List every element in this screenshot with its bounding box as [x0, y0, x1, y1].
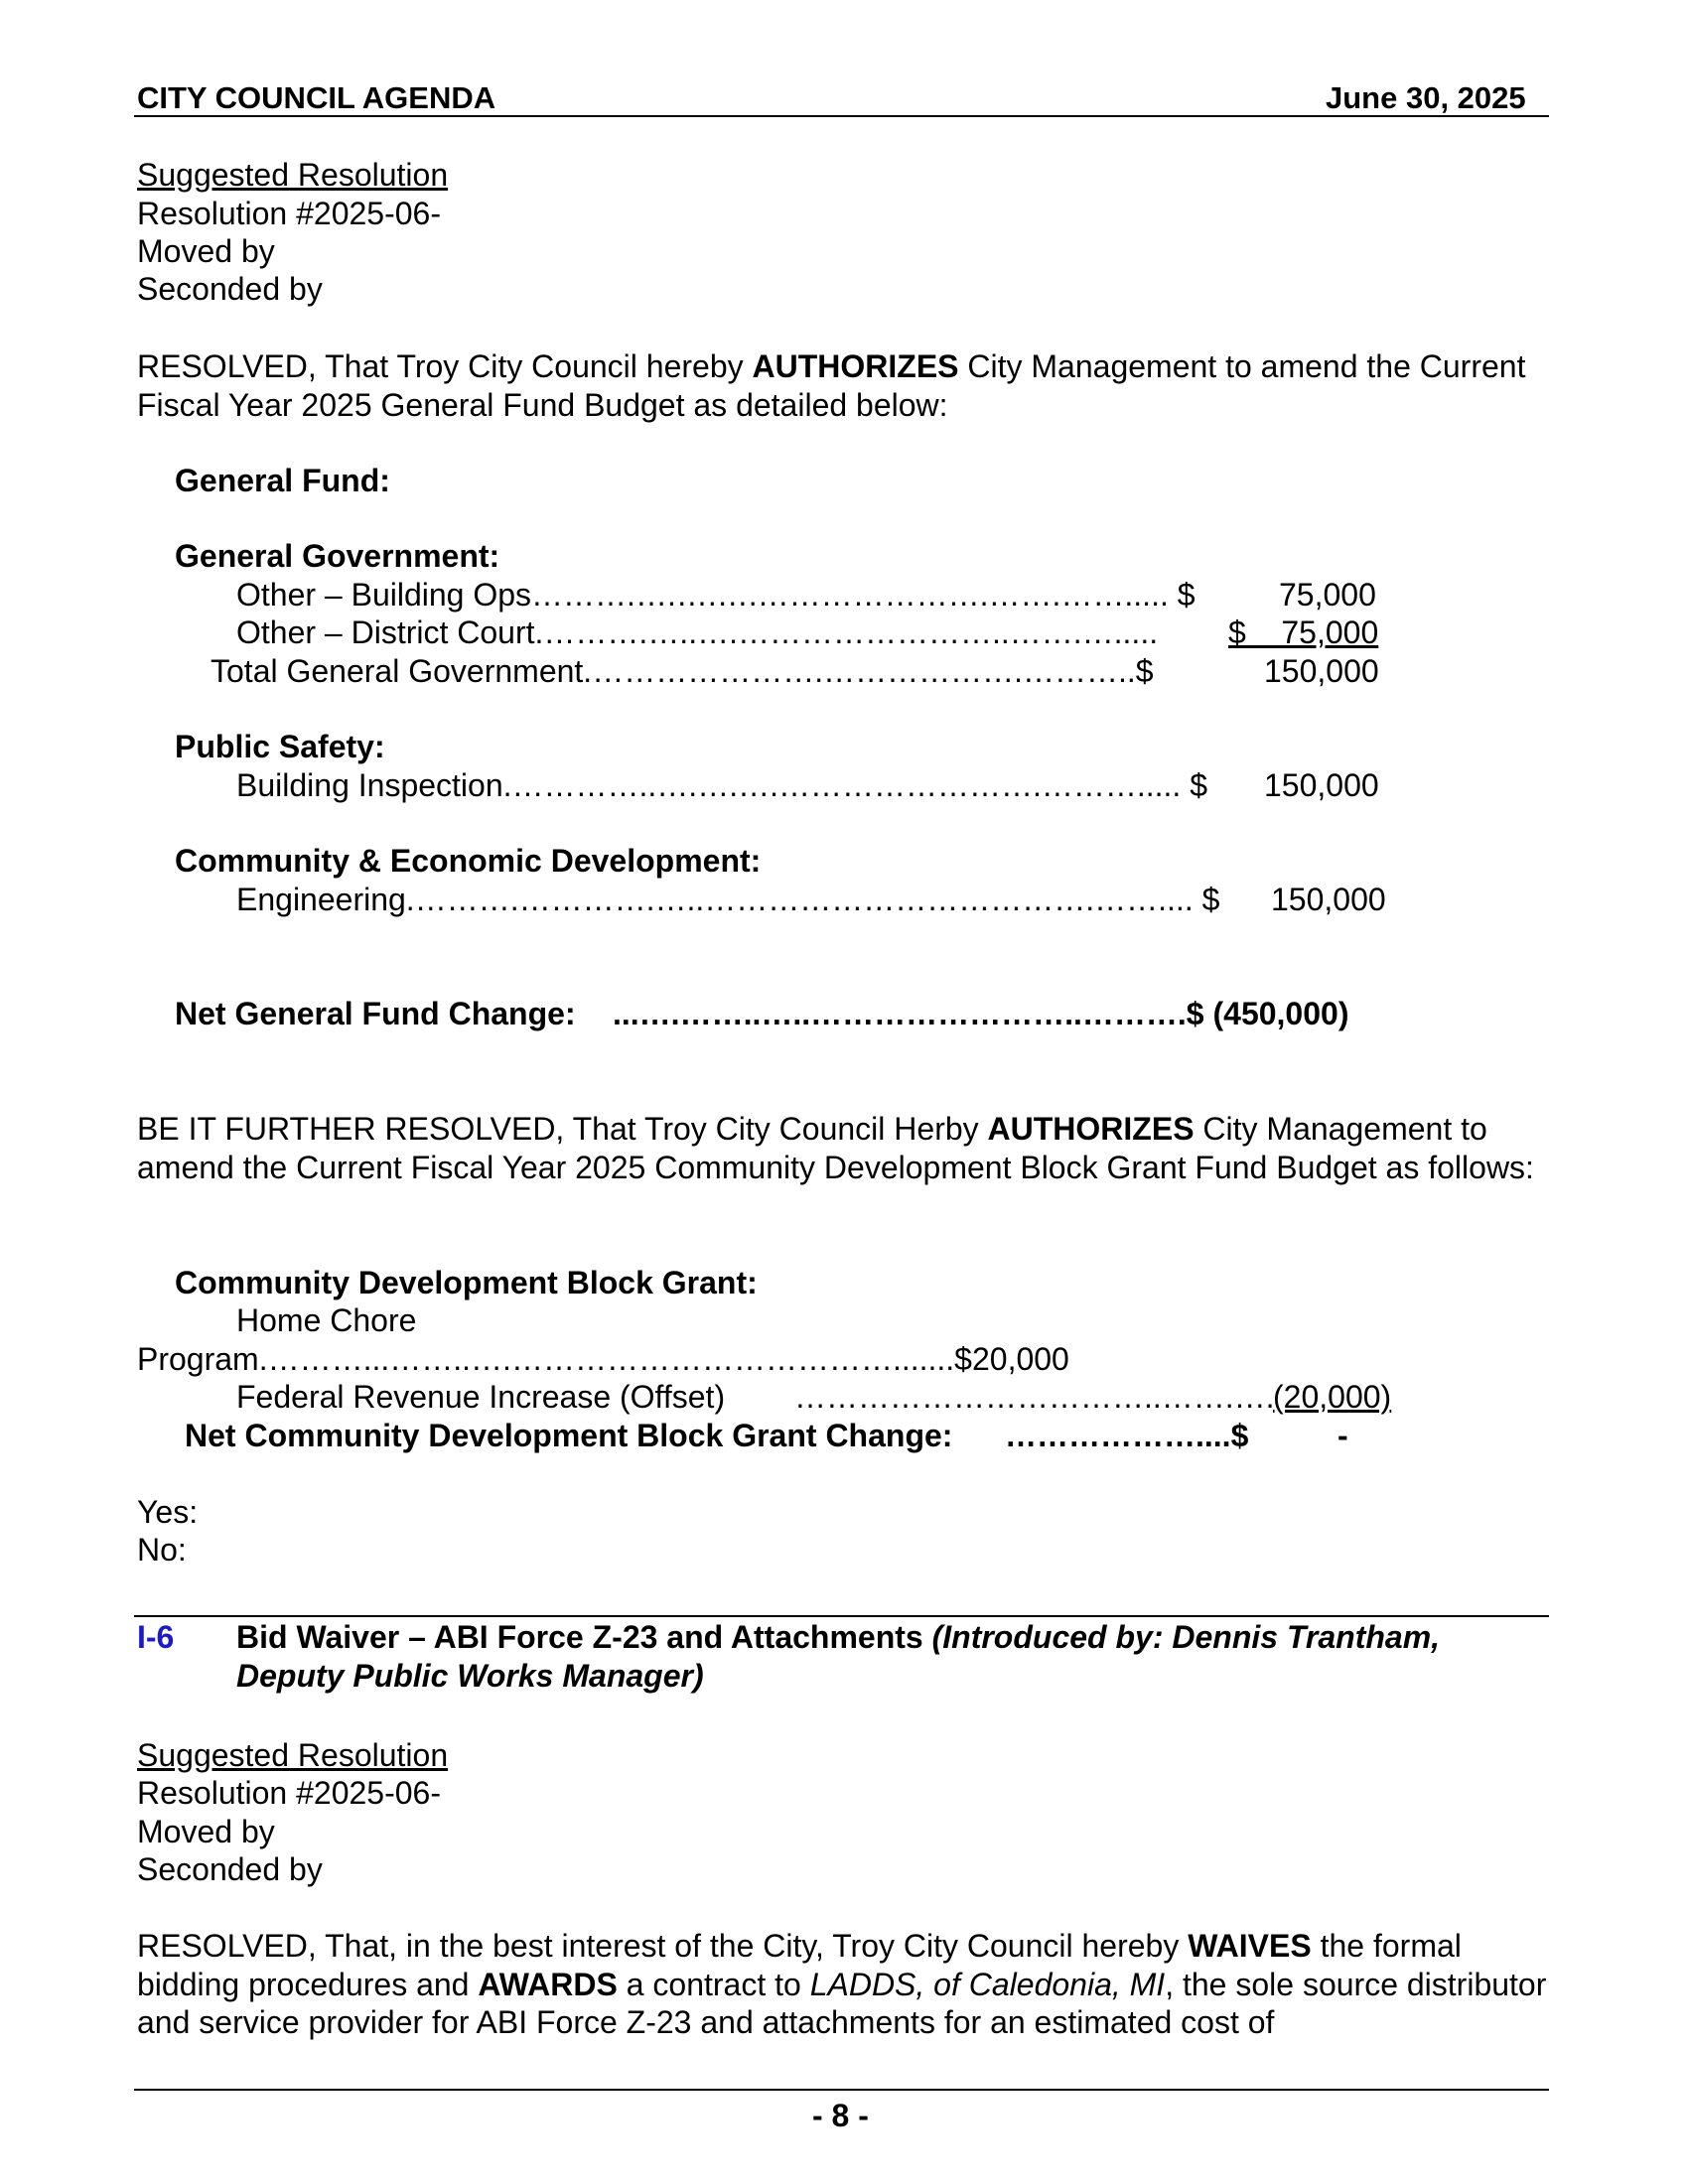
header-rule — [134, 115, 1549, 117]
federal-revenue-amount: (20,000) — [1273, 1379, 1392, 1415]
net-cdbg-label: Net Community Development Block Grant Change: — [185, 1418, 953, 1453]
suggested-resolution-heading: Suggested Resolution — [137, 157, 449, 193]
engineering-line: Engineering.……….………….…..……………………………….…….... $ — [236, 882, 1220, 917]
program-line: Program.………...……..….……………………………….......$20,000 — [137, 1341, 1069, 1377]
district-court-amount: $ 75,000 — [1228, 614, 1379, 650]
district-court-line: Other – District Court.……….…..….……………………..…….…..... — [236, 614, 1159, 650]
home-chore-line: Home Chore — [236, 1302, 417, 1338]
building-inspection-line: Building Inspection.…………..….….….…………………….………..... $ — [236, 767, 1207, 803]
federal-revenue-line: Federal Revenue Increase (Offset) — [236, 1379, 726, 1415]
resolution-number: Resolution #2025-06- — [137, 196, 441, 231]
resolution-text-2: RESOLVED, That, in the best interest of the City, Troy City Council hereby WAIVES the formal bidding procedures and AWARDS a contract to LADDS, of Caledonia, MI, the sole source distributor and service provider for ABI Force Z-23 and attachments for an estimated cost of — [137, 1928, 1547, 2040]
total-general-government-line: Total General Government.………………….……………….………..$ — [211, 653, 1154, 689]
agenda-date: June 30, 2025 — [1326, 80, 1526, 115]
cdbg-heading: Community Development Block Grant: — [175, 1265, 758, 1300]
engineering-amount: 150,000 — [1271, 882, 1386, 917]
building-ops-line: Other – Building Ops……….….….….………………….…….……..... $ — [236, 577, 1196, 613]
suggested-resolution-heading-2: Suggested Resolution — [137, 1737, 449, 1773]
general-fund-heading: General Fund: — [175, 463, 390, 498]
resolution-text: RESOLVED, That Troy City Council hereby AUTHORIZES City Management to amend the Current Fiscal Year 2025 General Fund Budget as detailed below: — [137, 348, 1526, 423]
moved-by: Moved by — [137, 233, 275, 269]
general-government-heading: General Government: — [175, 538, 500, 574]
page-number: - 8 - — [812, 2098, 869, 2133]
building-inspection-amount: 150,000 — [1264, 767, 1379, 803]
agenda-title: CITY COUNCIL AGENDA — [137, 80, 496, 115]
further-resolved-text: BE IT FURTHER RESOLVED, That Troy City Council Herby AUTHORIZES City Management to amend the Current Fiscal Year 2025 Community Development Block Grant Fund Budget as follows: — [137, 1111, 1534, 1185]
net-cdbg-dots: ………………....$ — [1005, 1418, 1249, 1453]
federal-revenue-dots: ……………………………..…….…. — [794, 1379, 1275, 1415]
item-title-line2: Deputy Public Works Manager) — [236, 1658, 704, 1694]
net-general-fund-amount: ...….……..…..……………………..……….$ (450,000) — [613, 996, 1349, 1031]
seconded-by-2: Seconded by — [137, 1851, 323, 1887]
seconded-by: Seconded by — [137, 271, 323, 307]
ced-heading: Community & Economic Development: — [175, 843, 762, 879]
building-ops-amount: 75,000 — [1279, 577, 1376, 613]
no-label: No: — [137, 1532, 187, 1568]
footer-rule — [134, 2089, 1549, 2091]
item-title: Bid Waiver – ABI Force Z-23 and Attachments (Introduced by: Dennis Trantham, — [236, 1619, 1441, 1655]
yes-label: Yes: — [137, 1494, 199, 1530]
public-safety-heading: Public Safety: — [175, 729, 385, 764]
section-rule — [134, 1615, 1549, 1617]
item-number: I-6 — [137, 1619, 175, 1655]
net-general-fund-label: Net General Fund Change: — [175, 996, 576, 1031]
net-cdbg-amount: - — [1337, 1418, 1348, 1453]
resolution-number-2: Resolution #2025-06- — [137, 1775, 441, 1811]
total-general-government-amount: 150,000 — [1264, 653, 1379, 689]
moved-by-2: Moved by — [137, 1814, 275, 1849]
